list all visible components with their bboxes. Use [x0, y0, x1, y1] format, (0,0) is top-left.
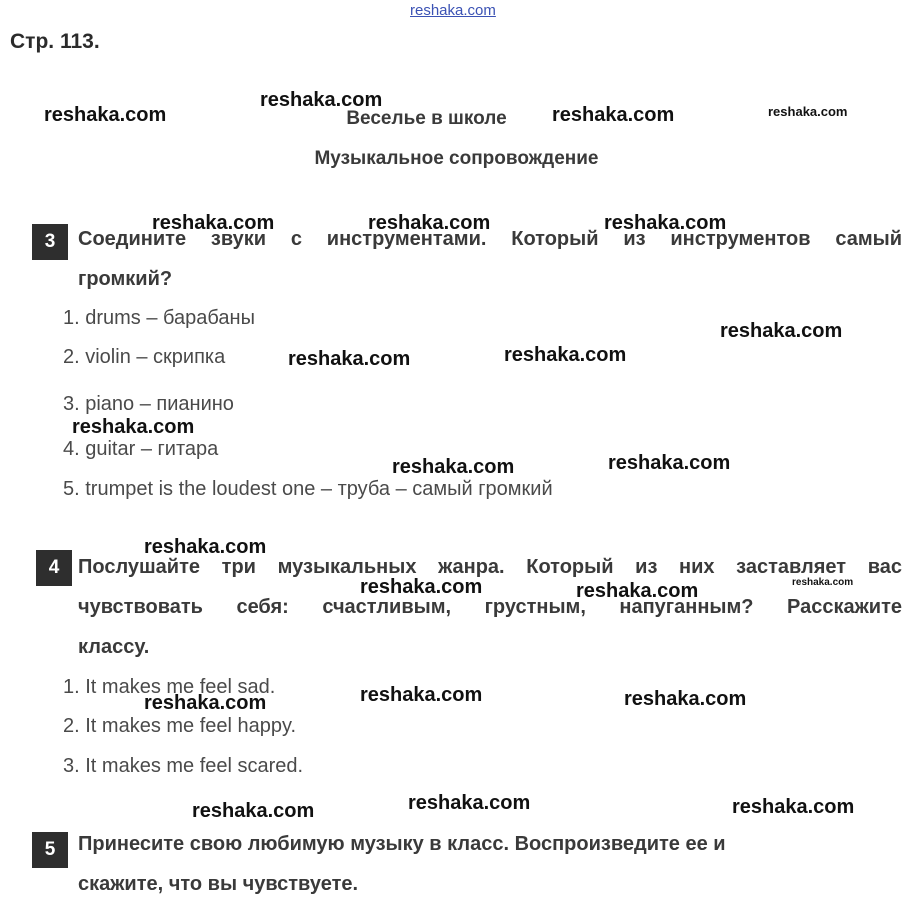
task-number-badge: 4: [36, 550, 72, 586]
answer-item: 3. It makes me feel scared.: [63, 755, 304, 777]
unit-title-text: Веселье в школе: [346, 108, 507, 129]
task-text-line: Соедините звуки с инструментами. Который из инструментов самый: [78, 228, 902, 250]
answer-item: 2. It makes me feel happy.: [63, 715, 297, 737]
watermark: reshaka.com: [144, 692, 267, 714]
task-text-line: скажите, что вы чувствуете.: [78, 873, 359, 895]
watermark: reshaka.com: [44, 104, 167, 126]
answer-item: 1. drums – барабаны: [63, 307, 255, 329]
answer-item: 4. guitar – гитара: [63, 438, 219, 460]
answer-item: 5. trumpet is the loudest one – труба – самый громкий: [63, 478, 553, 500]
watermark: reshaka.com: [792, 577, 854, 588]
task-text-line: Принесите свою любимую музыку в класс. Воспроизведите ее и: [78, 833, 726, 855]
watermark: reshaka.com: [260, 89, 383, 111]
watermark: reshaka.com: [552, 104, 675, 126]
section-title: Музыкальное сопровождение: [314, 148, 599, 169]
answer-item: 1. It makes me feel sad.: [63, 676, 276, 698]
watermark: reshaka.com: [368, 212, 491, 234]
task-text-line: классу.: [78, 636, 150, 658]
watermark: reshaka.com: [192, 800, 315, 822]
watermark: reshaka.com: [720, 320, 843, 342]
task-4-text: [78, 547, 902, 667]
answer-item: 2. violin – скрипка: [63, 346, 226, 368]
watermark: reshaka.com: [768, 104, 848, 119]
watermark: reshaka.com: [288, 348, 411, 370]
task-number-badge: 5: [32, 832, 68, 868]
watermark: reshaka.com: [360, 576, 483, 598]
watermark: reshaka.com: [604, 212, 727, 234]
watermark: reshaka.com: [576, 580, 699, 602]
watermark: reshaka.com: [72, 416, 195, 438]
page-number: Стр. 113.: [10, 30, 100, 53]
task-text-line: чувствовать себя: счастливым, грустным, напуганным? Расскажите: [78, 596, 902, 618]
task-number-badge: 3: [32, 224, 68, 260]
answer-item: 3. piano – пианино: [63, 393, 234, 415]
task-5-text: [78, 824, 838, 904]
watermark: reshaka.com: [392, 456, 515, 478]
task-text-line: громкий?: [78, 268, 173, 290]
site-link[interactable]: reshaka.com: [410, 2, 496, 19]
watermark: reshaka.com: [408, 792, 531, 814]
watermark: reshaka.com: [360, 684, 483, 706]
watermark: reshaka.com: [144, 536, 267, 558]
watermark: reshaka.com: [624, 688, 747, 710]
task-text-line: Послушайте три музыкальных жанра. Который из них заставляет вас: [78, 556, 902, 578]
watermark: reshaka.com: [504, 344, 627, 366]
watermark: reshaka.com: [152, 212, 275, 234]
watermark: reshaka.com: [608, 452, 731, 474]
watermark: reshaka.com: [732, 796, 855, 818]
